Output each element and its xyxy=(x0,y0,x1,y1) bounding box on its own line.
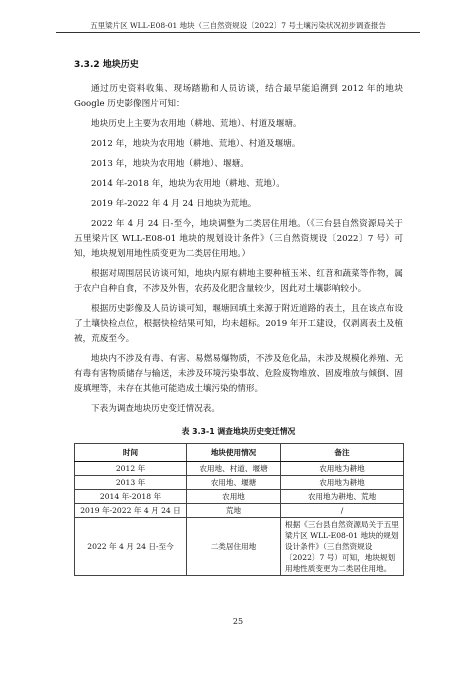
running-header: 五里梁片区 WLL-E08-01 地块（三自然资规设〔2022〕7 号土壤污染状况初步调查报告 xyxy=(90,21,386,30)
history-table xyxy=(74,443,404,576)
paragraph-2013: 2013 年，地块为农用地（耕地）、堰塘。 xyxy=(91,159,249,169)
cell-remarks: 根据《三台县自然资源局关于五里梁片区 WLL-E08-01 地块的规划设计条件》（三自然资规设〔2022〕7 号）可知，地块规划用地性质变更为二类居住用地。 xyxy=(281,518,404,576)
header-rule xyxy=(56,32,420,33)
section-title: 3.3.2 地块历史 xyxy=(74,60,139,70)
cell-land-use: 农用地 xyxy=(187,490,281,504)
cell-time: 2012 年 xyxy=(75,462,187,476)
paragraph-backfill: 根据历史影像及人员访谈可知，堰塘回填土来源于附近道路的表土，且在该点布设了土壤快检点位，根据快检结果可知，均未超标。2019 年开工建设，仅剥离表土及植被，荒废至今。 xyxy=(74,304,403,344)
cell-time: 2014 年-2018 年 xyxy=(75,490,187,504)
table-caption: 表 3.3-1 调查地块历史变迁情况 xyxy=(181,427,296,436)
paragraph-sources: 通过历史资料收集、现场踏勘和人员访谈，结合最早能追溯到 2012 年的地块 Google 历史影像图片可知： xyxy=(74,84,403,109)
table-row xyxy=(75,504,404,518)
header-time: 时间 xyxy=(75,444,187,462)
paragraph-history-summary: 地块历史上主要为农用地（耕地、荒地）、村道及堰塘。 xyxy=(91,119,302,129)
table-header-row xyxy=(75,444,404,462)
header-land-use: 地块使用情况 xyxy=(187,444,281,462)
header-remarks: 备注 xyxy=(281,444,404,462)
page-number: 25 xyxy=(232,617,244,626)
page-body xyxy=(74,58,403,576)
paragraph-2012: 2012 年，地块为农用地（耕地、荒地）、村道及堰塘。 xyxy=(91,139,301,149)
cell-remarks: 农用地为耕地、荒地 xyxy=(281,490,404,504)
table-row xyxy=(75,476,404,490)
paragraph-2022-now: 2022 年 4 月 24 日-至今，地块调整为二类居住用地。（《三台县自然资源局关于五里梁片区 WLL-E08-01 地块的规划设计条件》（三自然资规设〔2022〕7 号）可知，地块规划用地性质变更为二类居住用地。） xyxy=(74,219,403,259)
cell-time: 2022 年 4 月 24 日-至今 xyxy=(75,518,187,576)
paragraph-2014-2018: 2014 年-2018 年，地块为农用地（耕地、荒地）。 xyxy=(91,179,285,189)
cell-remarks: 农用地为耕地 xyxy=(281,476,404,490)
table-row xyxy=(75,462,404,476)
paragraph-table-intro: 下表为调查地块历史变迁情况表。 xyxy=(91,404,220,414)
table-row xyxy=(75,490,404,504)
cell-land-use: 农用地、村道、堰塘 xyxy=(187,462,281,476)
cell-time: 2019 年-2022 年 4 月 24 日 xyxy=(75,504,187,518)
paragraph-hazards: 地块内不涉及有毒、有害、易燃易爆物质，不涉及危化品，未涉及规模化养殖、无有毒有害物质储存与输送，未涉及环境污染事故、危险废物堆放、固废堆放与倾倒、固废填埋等，未存在其他可能造成土壤污染的情形。 xyxy=(74,354,403,394)
paragraph-interview: 根据对周围居民访谈可知，地块内原有耕地主要种植玉米、红苕和蔬菜等作物，属于农户自种自食，不涉及外售，农药及化肥含量较少，因此对土壤影响较小。 xyxy=(74,269,403,294)
table-row xyxy=(75,518,404,576)
cell-land-use: 农用地、堰塘 xyxy=(187,476,281,490)
cell-remarks: / xyxy=(281,504,404,518)
cell-land-use: 二类居住用地 xyxy=(187,518,281,576)
cell-time: 2013 年 xyxy=(75,476,187,490)
paragraph-2019-2022: 2019 年-2022 年 4 月 24 日地块为荒地。 xyxy=(91,199,257,209)
cell-remarks: 农用地为耕地 xyxy=(281,462,404,476)
cell-land-use: 荒地 xyxy=(187,504,281,518)
